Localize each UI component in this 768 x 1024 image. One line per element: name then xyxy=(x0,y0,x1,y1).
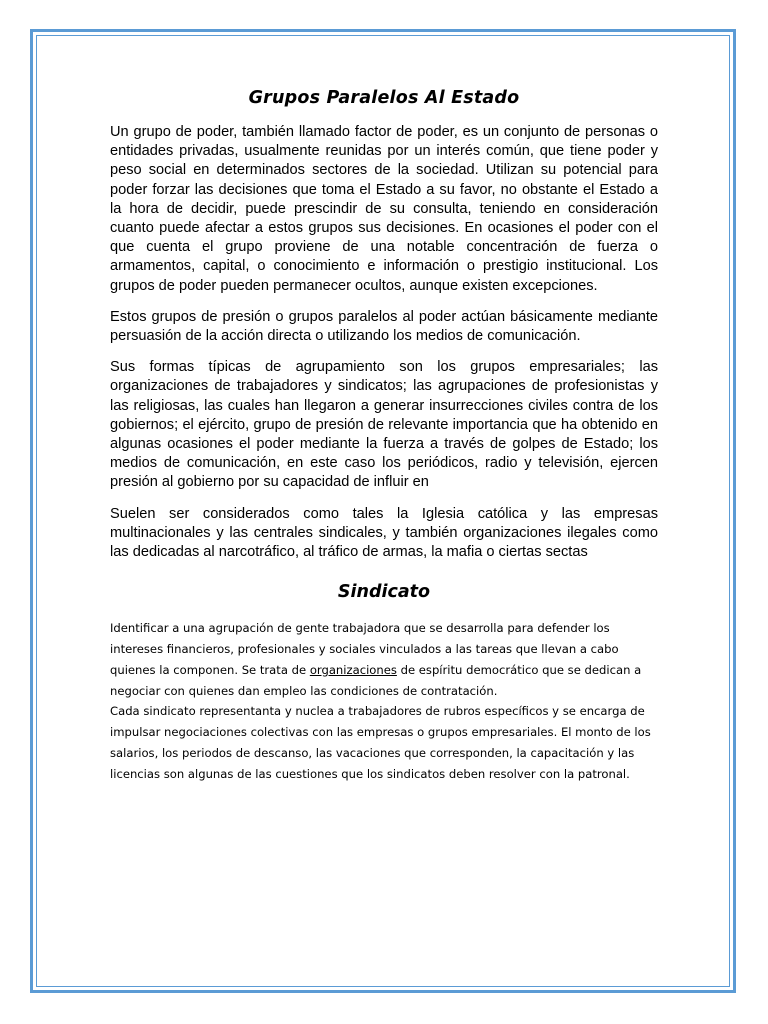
paragraph-1: Un grupo de poder, también llamado factor de poder, es un conjunto de personas o entidades privadas, usualmente reunidas por un interés común, que tiene poder y peso social en determinados sectores de la sociedad. Utilizan su potencial para poder forzar las decisiones que toma el Estado a su favor, no obstante el Estado a la hora de decidir, puede prescindir de su consulta, teniendo en consideración cuanto puede afectar a estos grupos sus decisiones. En ocasiones el poder con el que cuenta el grupo proviene de una notable concentración de fuerza o armamentos, capital, o conocimiento e información o prestigio institucional. Los grupos de poder pueden permanecer ocultos, aunque existen excepciones. xyxy=(110,124,658,294)
sindicato-text-a-start: Identificar a una agrupación de gente trabajadora que se desarrolla para defender los intereses financieros, profesionales y sociales vinculados a las tareas que llevan a cabo quienes la componen. Se trata de xyxy=(110,621,619,677)
sindicato-text-a-end: de espíritu democrático que se dedican a negociar con quienes dan empleo las condiciones de contratación. xyxy=(110,662,642,698)
sindicato-text xyxy=(110,618,658,784)
section-title-sindicato: Sindicato xyxy=(337,582,431,603)
document-body xyxy=(110,88,658,785)
paragraph-4: Suelen ser considerados como tales la Iglesia católica y las empresas multinacionales y las centrales sindicales, y también organizaciones ilegales como las dedicadas al narcotráfico, al tráfico de armas, la mafia o ciertas sectas xyxy=(110,505,658,561)
organizaciones-link[interactable]: organizaciones xyxy=(309,662,397,677)
document-title: Grupos Paralelos Al Estado xyxy=(248,88,520,108)
paragraph-2: Estos grupos de presión o grupos paralelos al poder actúan básicamente mediante persuasión de la acción directa o utilizando los medios de comunicación. xyxy=(110,308,658,345)
paragraph-3: Sus formas típicas de agrupamiento son los grupos empresariales; las organizaciones de trabajadores y sindicatos; las agrupaciones de profesionistas y las religiosas, las cuales han llegaron a generar insurrecciones civiles contra de los gobiernos; el ejército, grupo de presión de relevante importancia que ha obtenido en algunas ocasiones el poder mediante la fuerza a través de golpes de Estado; los medios de comunicación, en este caso los periódicos, radio y televisión, ejercen presión al gobierno por su capacidad de influir en xyxy=(110,359,658,491)
sindicato-text-b: Cada sindicato representanta y nuclea a trabajadores de rubros específicos y se encarga de impulsar negociaciones colectivas con las empresas o grupos empresariales. El monto de los salarios, los periodos de descanso, las vacaciones que corresponden, la capacitación y las licencias son algunas de las cuestiones que los sindicatos deben resolver con la patronal. xyxy=(110,704,651,781)
